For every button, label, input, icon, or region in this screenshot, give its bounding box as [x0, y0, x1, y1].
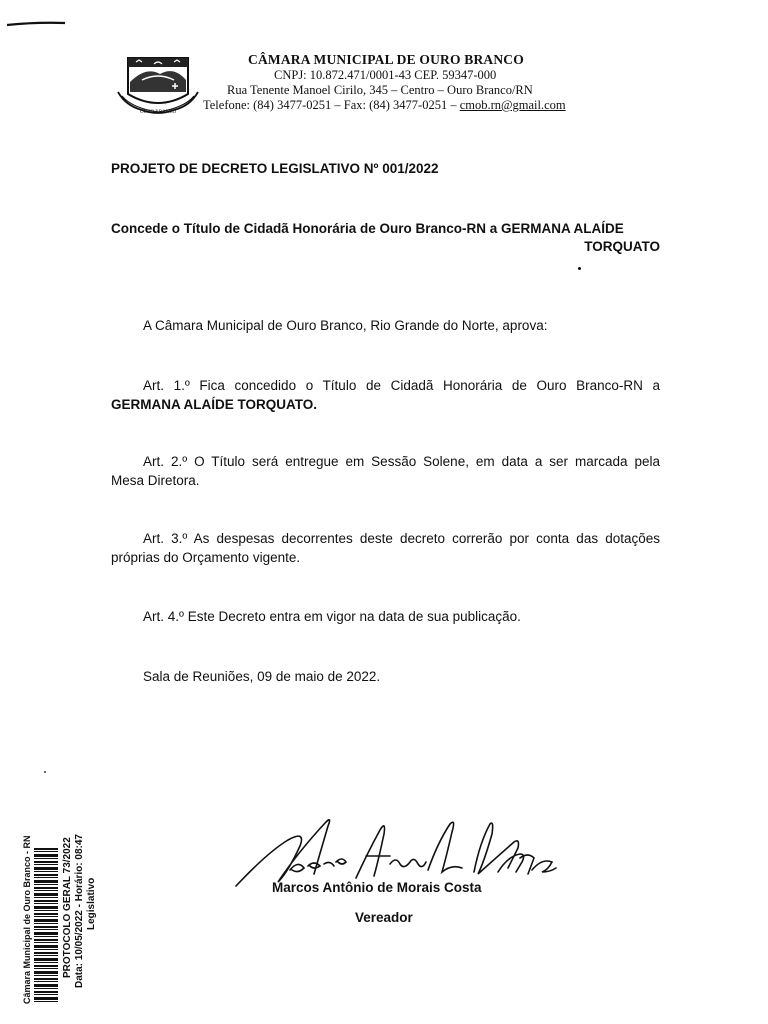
article-1-line-2: GERMANA ALAÍDE TORQUATO.: [111, 397, 318, 412]
summary-line-2: TORQUATO: [584, 239, 660, 254]
signer-name: Marcos Antônio de Morais Costa: [272, 880, 482, 895]
article-2-line-2: Mesa Diretora.: [111, 473, 200, 488]
article-1: [111, 376, 660, 414]
address-line: Rua Tenente Manoel Cirilo, 345 – Centro – Ouro Branco/RN: [227, 83, 533, 97]
dot-mark: [44, 771, 46, 773]
stamp-sector: Legislativo: [86, 877, 97, 930]
pen-mark: [6, 14, 66, 18]
dot-mark: [578, 267, 581, 270]
intro-paragraph: A Câmara Municipal de Ouro Branco, Rio Grande do Norte, aprova:: [143, 318, 548, 333]
barcode: [34, 848, 58, 1004]
article-3-line-2: próprias do Orçamento vigente.: [111, 550, 301, 565]
stamp-datetime: Data: 10/05/2022 - Horário: 08:47: [74, 834, 85, 988]
phone-line: [203, 98, 566, 113]
document-heading: PROJETO DE DECRETO LEGISLATIVO Nº 001/2022: [111, 161, 439, 176]
phone-text: Telefone: (84) 3477-0251 – Fax: (84) 3477-0251 –: [203, 98, 460, 112]
summary-line-1: Concede o Título de Cidadã Honorária de Ouro Branco-RN a GERMANA ALAÍDE: [111, 221, 624, 236]
stamp-org: Câmara Municipal de Ouro Branco - RN: [22, 835, 32, 1004]
cnpj-line: CNPJ: 10.872.471/0001-43 CEP. 59347-000: [274, 68, 497, 82]
stamp-protocol: PROTOCOLO GERAL 73/2022: [62, 837, 73, 978]
coat-of-arms-logo: [116, 50, 200, 120]
article-4: Art. 4.º Este Decreto entra em vigor na data de sua publicação.: [143, 609, 521, 624]
svg-text:OURO BRANCO: OURO BRANCO: [140, 110, 177, 115]
article-2: [111, 452, 660, 490]
article-3-line-1: Art. 3.º As despesas decorrentes deste decreto correrão por conta das dotações: [143, 531, 660, 546]
article-2-line-1: Art. 2.º O Título será entregue em Sessão Solene, em data a ser marcada pela: [143, 454, 660, 469]
signer-role: Vereador: [355, 910, 413, 925]
institution-title: CÂMARA MUNICIPAL DE OURO BRANCO: [248, 52, 524, 67]
email-link[interactable]: cmob.rn@gmail.com: [459, 98, 566, 112]
article-3: [111, 529, 660, 567]
protocol-stamp: [18, 812, 104, 1008]
article-1-line-1: Art. 1.º Fica concedido o Título de Cidadã Honorária de Ouro Branco-RN a: [143, 378, 660, 393]
place-date: Sala de Reuniões, 09 de maio de 2022.: [143, 669, 381, 684]
